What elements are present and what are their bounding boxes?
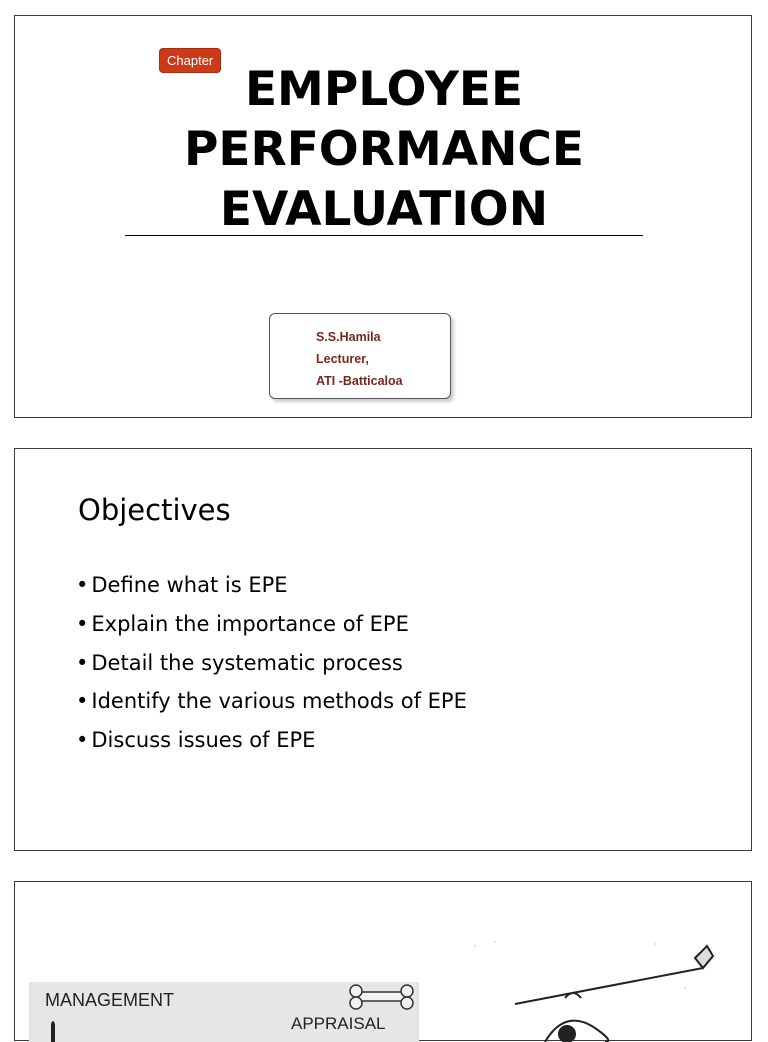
management-appraisal-image bbox=[29, 982, 419, 1042]
bullet-icon: • bbox=[76, 650, 89, 675]
author-role: Lecturer, bbox=[316, 352, 369, 366]
cartoon-figure-icon bbox=[455, 938, 725, 1042]
list-item-text: Define what is EPE bbox=[91, 573, 288, 597]
bullet-icon: • bbox=[76, 573, 89, 597]
bullet-icon: • bbox=[76, 689, 89, 714]
title-slide bbox=[14, 15, 752, 418]
image-caption-management: MANAGEMENT bbox=[45, 990, 175, 1010]
author-name: S.S.Hamila bbox=[316, 330, 381, 344]
objectives-heading: Objectives bbox=[78, 493, 231, 527]
cartoon-image bbox=[455, 938, 725, 1042]
list-item-text: Detail the systematic process bbox=[91, 650, 403, 675]
list-item bbox=[76, 682, 467, 721]
list-item bbox=[76, 721, 467, 760]
title-line: EVALUATION bbox=[219, 182, 549, 237]
image-caption-appraisal: APPRAISAL bbox=[291, 1014, 386, 1033]
list-item-text: Discuss issues of EPE bbox=[91, 728, 316, 752]
slide-title bbox=[125, 60, 643, 240]
chapter-badge: Chapter bbox=[159, 48, 221, 73]
bullet-icon: • bbox=[76, 611, 89, 636]
objectives-slide bbox=[14, 448, 752, 851]
title-line: PERFORMANCE bbox=[183, 122, 585, 177]
title-line: EMPLOYEE bbox=[244, 62, 524, 117]
image-slide bbox=[14, 881, 752, 1041]
list-item bbox=[76, 644, 467, 683]
list-item-text: Identify the various methods of EPE bbox=[91, 689, 467, 714]
bone-icon bbox=[347, 982, 417, 1012]
title-divider bbox=[125, 235, 643, 236]
author-box bbox=[269, 313, 451, 399]
list-item-text: Explain the importance of EPE bbox=[91, 611, 409, 636]
author-institution: ATI -Batticaloa bbox=[316, 374, 403, 388]
bullet-icon: • bbox=[76, 728, 89, 752]
list-item bbox=[76, 605, 467, 644]
objectives-list bbox=[76, 566, 467, 760]
list-item bbox=[76, 566, 467, 605]
pointing-hand-icon bbox=[43, 1016, 63, 1042]
